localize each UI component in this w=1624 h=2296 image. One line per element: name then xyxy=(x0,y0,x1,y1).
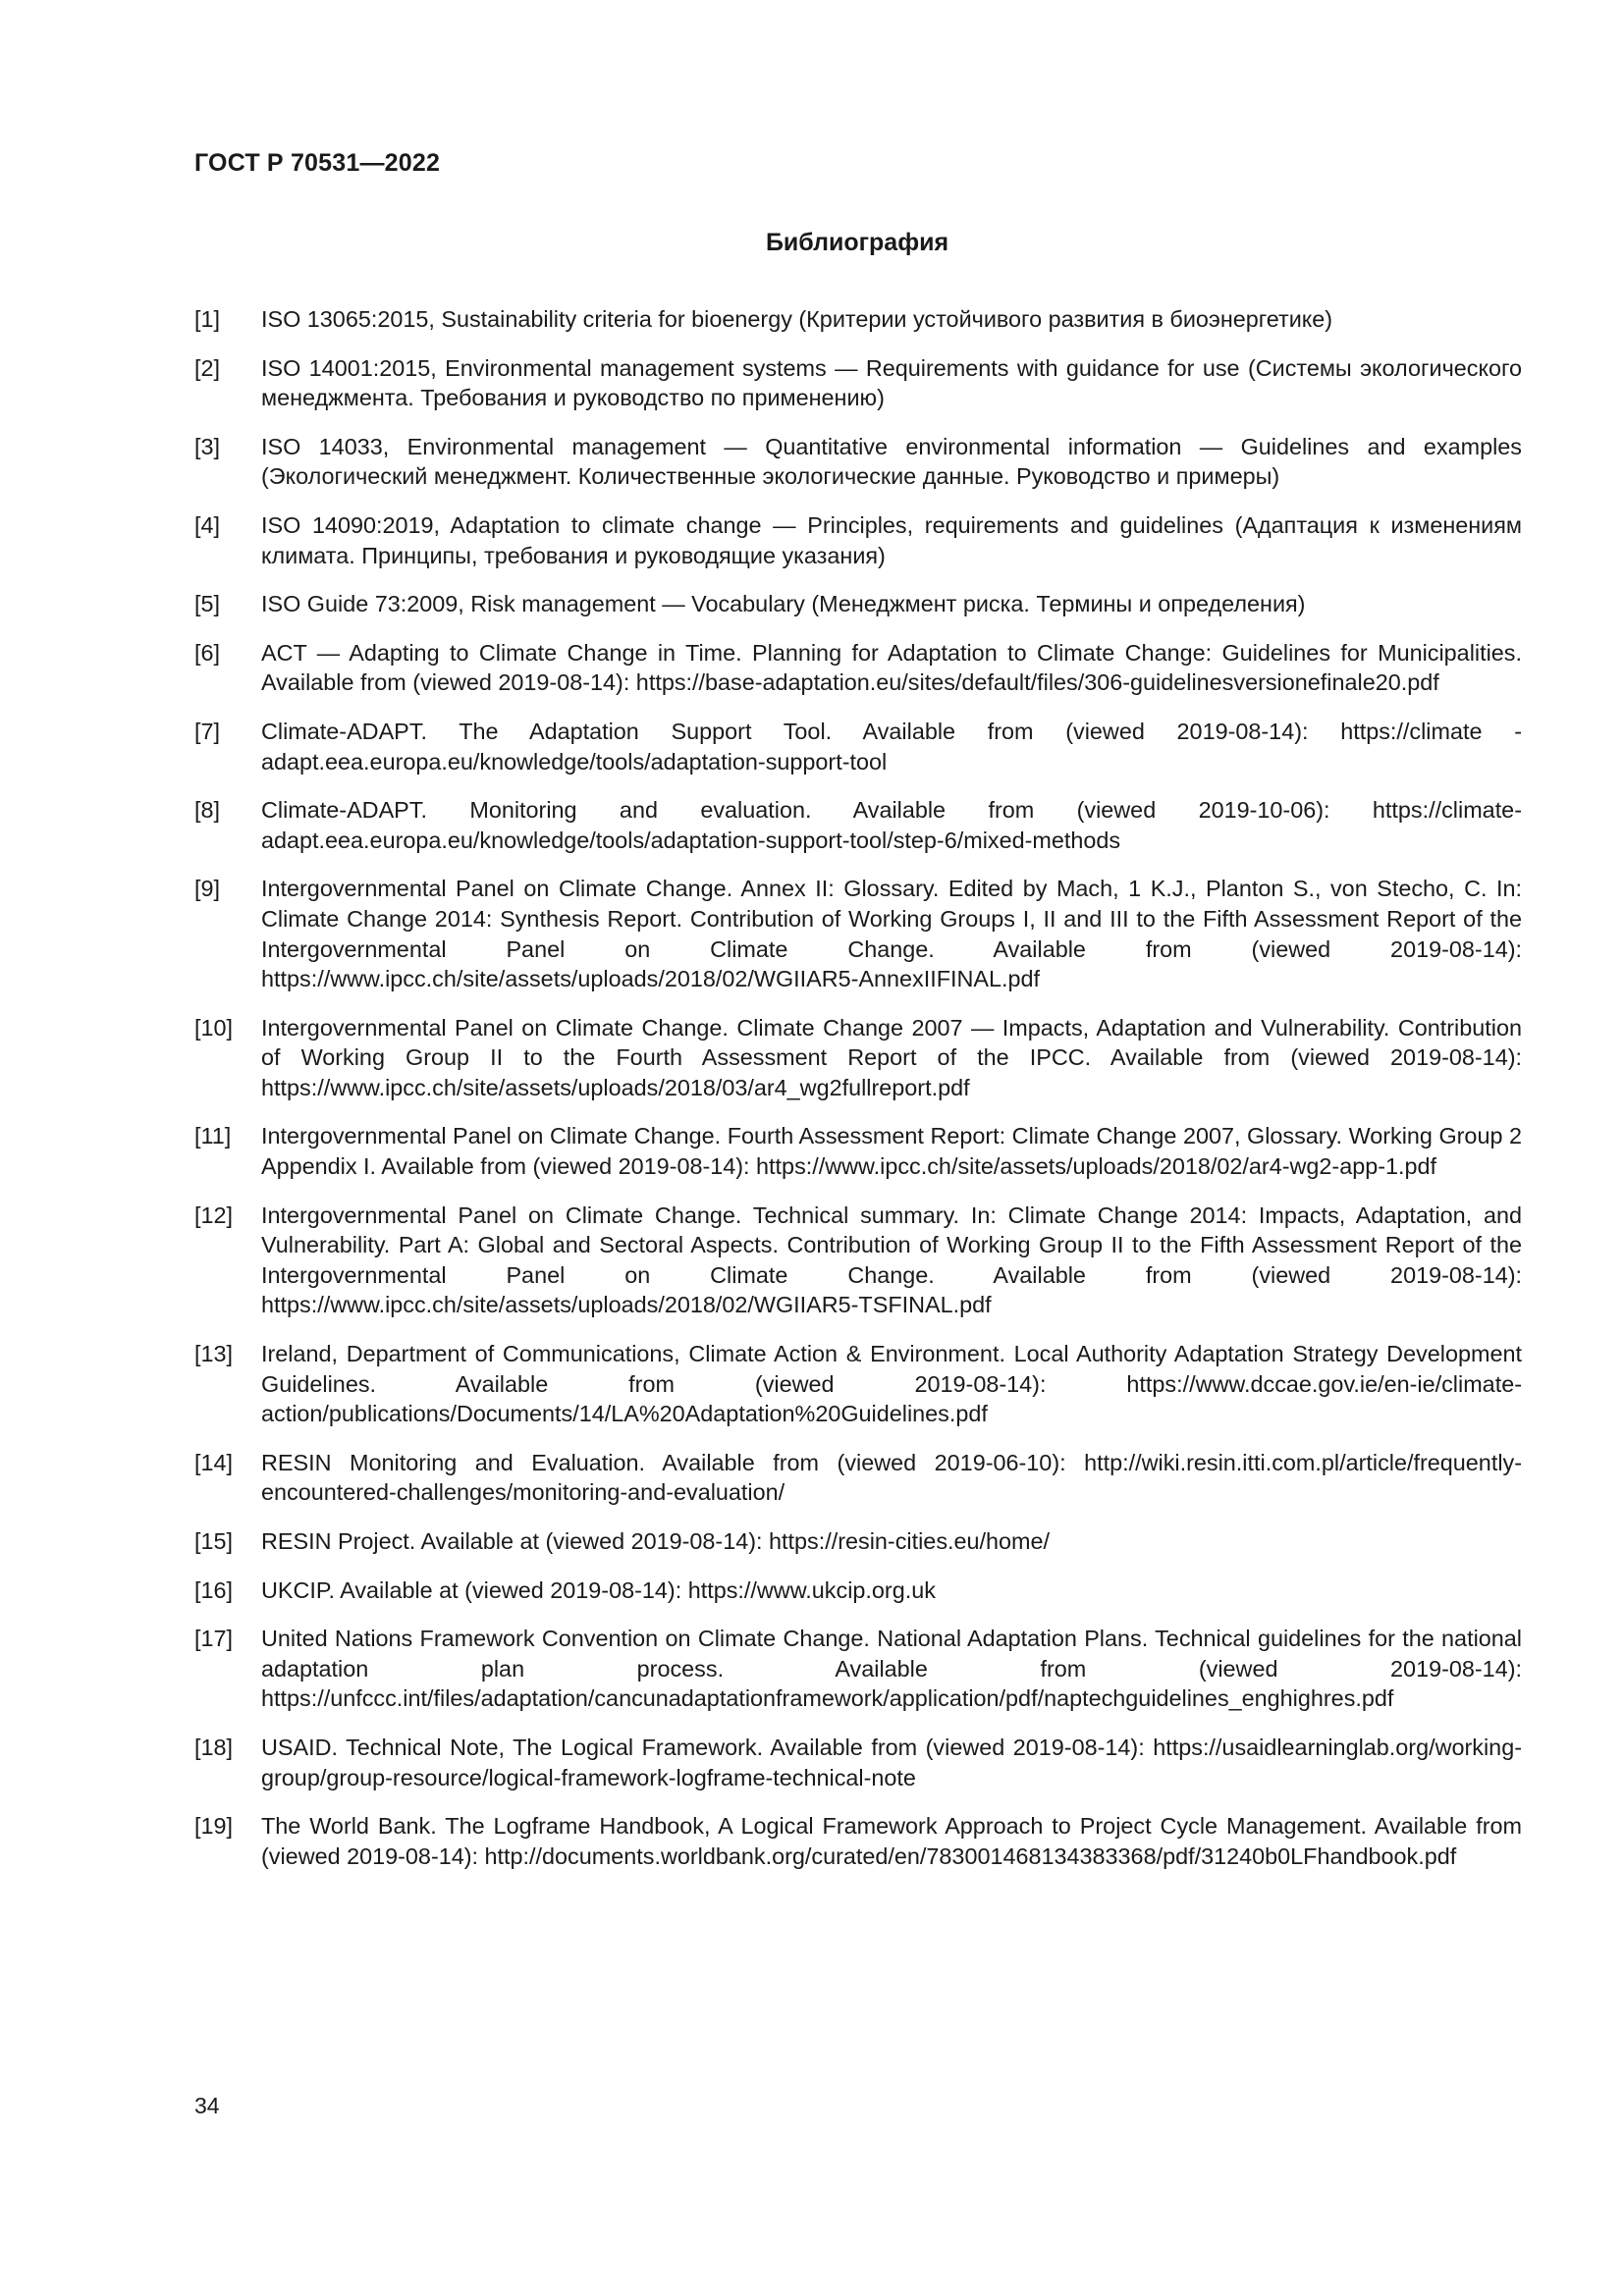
entry-number: [5] xyxy=(194,591,221,617)
entry-number: [16] xyxy=(194,1576,234,1603)
entry-number: [6] xyxy=(194,639,221,666)
bibliography-entry xyxy=(194,1575,1522,1606)
bibliography-entry xyxy=(194,1121,1522,1181)
entry-number: [18] xyxy=(194,1734,234,1760)
page-number: 34 xyxy=(194,2093,220,2118)
bibliography-entry xyxy=(194,874,1522,993)
bibliography-entry xyxy=(194,717,1522,776)
bibliography-entry xyxy=(194,1201,1522,1320)
entry-text: Climate-ADAPT. Monitoring and evaluation. Available from (viewed 2019-10-06): https://climate-adapt.eea.europa.eu/knowledge/tools/adaptation-support-tool/step-6/mixed-methods xyxy=(261,797,1522,853)
entry-text: ISO 13065:2015, Sustainability criteria for bioenergy (Критерии устойчивого развития в биоэнергетике) xyxy=(261,306,1333,332)
entry-text: ACT — Adapting to Climate Change in Time. Planning for Adaptation to Climate Change: Guidelines for Municipalities. Available from (viewed 2019-08-14): https://base-adaptation.eu/sites/default/files/306-guidelinesversionefinale20.pdf xyxy=(261,639,1522,696)
entry-text: Intergovernmental Panel on Climate Change. Climate Change 2007 — Impacts, Adaptation and Vulnerability. Contribution of Working Group II to the Fourth Assessment Report of the IPCC. Available from (viewed 2019-08-14): https://www.ipcc.ch/site/assets/uploads/2018/03/ar4_wg2fullreport.pdf xyxy=(261,1014,1522,1100)
bibliography-entry xyxy=(194,1811,1522,1871)
entry-number: [13] xyxy=(194,1341,234,1367)
entry-number: [15] xyxy=(194,1528,234,1554)
bibliography-entry xyxy=(194,1624,1522,1714)
entry-text: ISO 14001:2015, Environmental management systems — Requirements with guidance for use (Системы экологического менеджмента. Требования и руководство по применению) xyxy=(261,354,1522,411)
bibliography-entry xyxy=(194,638,1522,698)
entry-number: [10] xyxy=(194,1014,234,1041)
entry-text: Intergovernmental Panel on Climate Change. Annex II: Glossary. Edited by Mach, 1 K.J., Planton S., von Stecho, C. In: Climate Change 2014: Synthesis Report. Contribution of Working Groups I, II and III to the Fifth Assessment Report of the Intergovernmental Panel on Climate Change. Available from (viewed 2019-08-14): https://www.ipcc.ch/site/assets/uploads/2018/02/WGIIAR5-AnnexIIFINAL.pdf xyxy=(261,876,1522,992)
entry-number: [11] xyxy=(194,1123,232,1149)
entry-number: [2] xyxy=(194,354,221,381)
entry-number: [4] xyxy=(194,511,221,538)
bibliography-entry xyxy=(194,1733,1522,1792)
entry-text: ISO Guide 73:2009, Risk management — Vocabulary (Менеджмент риска. Термины и определения) xyxy=(261,591,1306,617)
entry-number: [19] xyxy=(194,1813,234,1840)
bibliography-title: Библиография xyxy=(765,229,949,256)
entry-text: United Nations Framework Convention on Climate Change. National Adaptation Plans. Technical guidelines for the national adaptation plan process. Available from (viewed 2019-08-14): https://unfccc.int/files/adaptation/cancunadaptationframework/application/pdf/naptechguidelines_enghighres.pdf xyxy=(261,1626,1522,1712)
bibliography-entry xyxy=(194,353,1522,413)
bibliography-entry xyxy=(194,1339,1522,1429)
entry-number: [3] xyxy=(194,433,221,459)
entry-number: [14] xyxy=(194,1449,234,1475)
entry-number: [8] xyxy=(194,797,221,824)
entry-text: ISO 14033, Environmental management — Quantitative environmental information — Guidelines and examples (Экологический менеджмент. Количественные экологические данные. Руководство и примеры) xyxy=(261,433,1522,490)
bibliography-entry xyxy=(194,795,1522,855)
entry-text: Intergovernmental Panel on Climate Change. Technical summary. In: Climate Change 2014: Impacts, Adaptation, and Vulnerability. Part A: Global and Sectoral Aspects. Contribution of Working Group II to the Fifth Assessment Report of the Intergovernmental Panel on Climate Change. Available from (viewed 2019-08-14): https://www.ipcc.ch/site/assets/uploads/2018/02/WGIIAR5-TSFINAL.pdf xyxy=(261,1201,1522,1318)
entry-text: ISO 14090:2019, Adaptation to climate change — Principles, requirements and guidelines (Адаптация к изменениям климата. Принципы, требования и руководящие указания) xyxy=(261,511,1522,568)
entry-number: [9] xyxy=(194,876,221,902)
bibliography-list xyxy=(194,304,1522,1890)
entry-number: [1] xyxy=(194,306,221,332)
document-header: ГОСТ Р 70531—2022 xyxy=(194,149,441,177)
entry-text: RESIN Monitoring and Evaluation. Available from (viewed 2019-06-10): http://wiki.resin.itti.com.pl/article/frequently-encountered-challenges/monitoring-and-evaluation/ xyxy=(261,1449,1522,1506)
entry-text: UKCIP. Available at (viewed 2019-08-14): https://www.ukcip.org.uk xyxy=(261,1576,936,1603)
entry-number: [7] xyxy=(194,718,221,744)
entry-number: [17] xyxy=(194,1626,234,1652)
bibliography-entry xyxy=(194,304,1522,335)
entry-text: Climate-ADAPT. The Adaptation Support Tool. Available from (viewed 2019-08-14): https://climate -adapt.eea.europa.eu/knowledge/tools/adaptation-support-tool xyxy=(261,718,1522,774)
entry-text: Intergovernmental Panel on Climate Change. Fourth Assessment Report: Climate Change 2007, Glossary. Working Group 2 Appendix I. Available from (viewed 2019-08-14): https://www.ipcc.ch/site/assets/uploads/2018/02/ar4-wg2-app-1.pdf xyxy=(261,1123,1522,1180)
bibliography-entry xyxy=(194,510,1522,570)
bibliography-entry xyxy=(194,1448,1522,1508)
bibliography-entry xyxy=(194,1013,1522,1103)
entry-text: The World Bank. The Logframe Handbook, A Logical Framework Approach to Project Cycle Management. Available from (viewed 2019-08-14): http://documents.worldbank.org/curated/en/783001468134383368/pdf/31240b0LFhandbook.pdf xyxy=(261,1813,1522,1869)
bibliography-entry xyxy=(194,432,1522,492)
entry-text: RESIN Project. Available at (viewed 2019-08-14): https://resin-cities.eu/home/ xyxy=(261,1528,1051,1554)
entry-number: [12] xyxy=(194,1201,234,1228)
bibliography-entry xyxy=(194,589,1522,619)
bibliography-entry xyxy=(194,1526,1522,1557)
entry-text: Ireland, Department of Communications, Climate Action & Environment. Local Authority Adaptation Strategy Development Guidelines. Available from (viewed 2019-08-14): https://www.dccae.gov.ie/en-ie/climate-action/publications/Documents/14/LA%20Adaptation%20Guidelines.pdf xyxy=(261,1341,1522,1427)
entry-text: USAID. Technical Note, The Logical Framework. Available from (viewed 2019-08-14): https://usaidlearninglab.org/working-group/group-resource/logical-framework-logframe-technical-note xyxy=(261,1734,1522,1790)
